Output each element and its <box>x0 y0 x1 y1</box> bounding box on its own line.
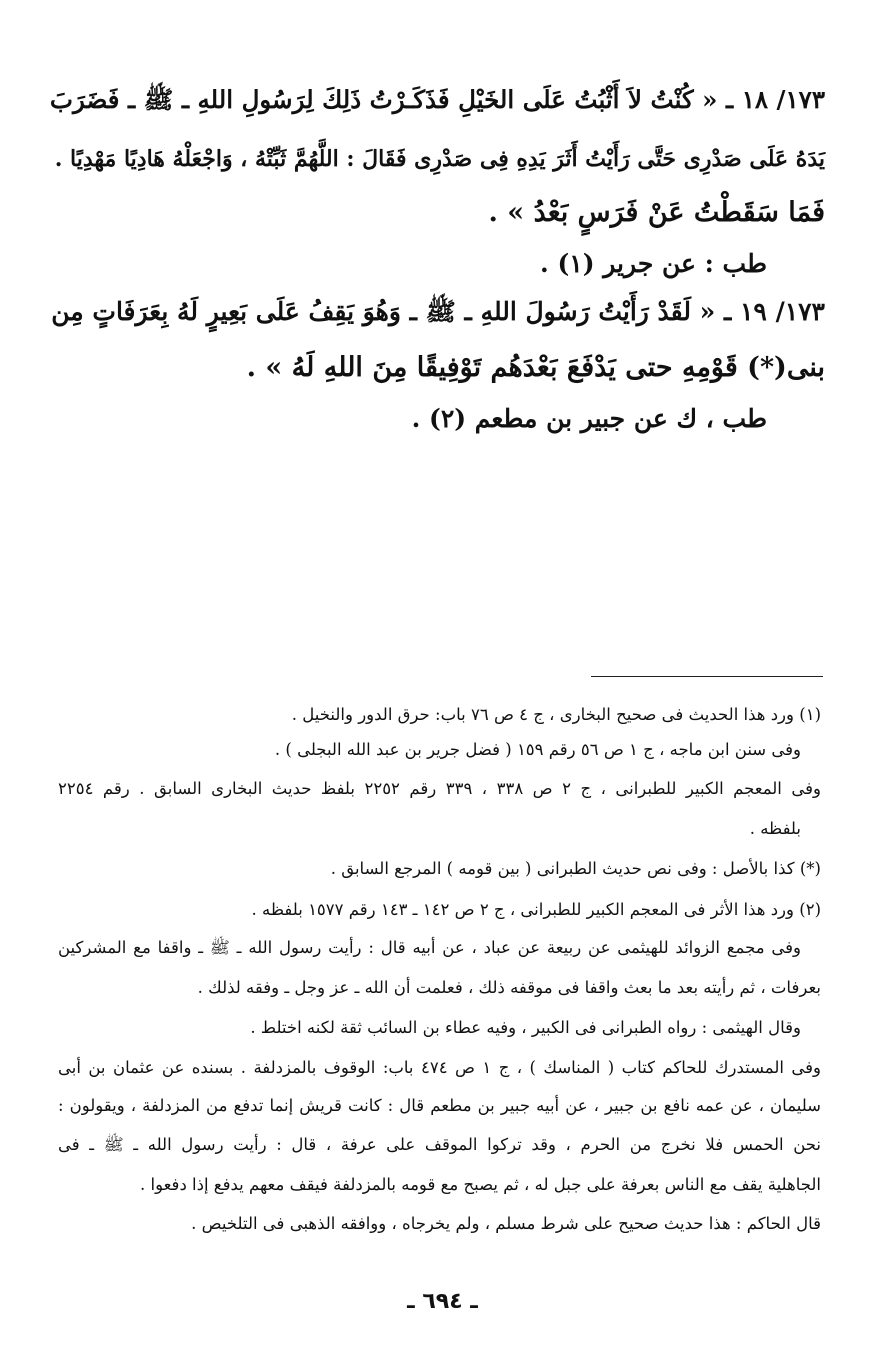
hadith-19-source: طب ، ك عن جبير بن مطعم (٢) . <box>411 404 767 433</box>
footnote-line: بعرفات ، ثم رأيته بعد ما بعث واقفا فى موقفه ذلك ، فعلمت أن الله ـ عز وجل ـ وفقه لذلك . <box>197 978 821 997</box>
footnote-line: وفى سنن ابن ماجه ، ج ١ ص ٥٦ رقم ١٥٩ ( فضل جرير بن عبد الله البجلى ) . <box>274 740 801 759</box>
hadith-18-line-1: ١٧٣/ ١٨ ـ « كُنْتُ لاَ أَثْبُتُ عَلَى الخَيْلِ فَذَكَـرْتُ ذَلِكَ لِرَسُولِ اللهِ ـ ﷺ ـ فَضَرَبَ <box>49 85 825 114</box>
footnote-separator <box>591 676 823 677</box>
hadith-18-source: طب : عن جرير (١) . <box>540 249 767 278</box>
hadith-19-line-1: ١٧٣/ ١٩ ـ « لَقَدْ رَأَيْتُ رَسُولَ اللهِ ـ ﷺ ـ وَهُوَ يَقِفُ عَلَى بَعِيرٍ لَهُ بِعَرَفَاتٍ مِن <box>51 297 825 326</box>
footnote-line: الجاهلية يقف مع الناس بعرفة على جبل له ، ثم يصبح مع قومه بالمزدلفة فيقف معهم يدفع إذا دفعوا . <box>140 1175 821 1194</box>
footnote-line: قال الحاكم : هذا حديث صحيح على شرط مسلم ، ولم يخرجاه ، ووافقه الذهبى فى التلخيص . <box>191 1214 821 1233</box>
footnote-line: نحن الحمس فلا نخرج من الحرم ، وقد تركوا الموقف على عرفة ، قال : رأيت رسول الله ـ ﷺ ـ فى <box>58 1135 821 1154</box>
footnote-line: وفى المستدرك للحاكم كتاب ( المناسك ) ، ج ١ ص ٤٧٤ باب: الوقوف بالمزدلفة . بسنده عن عثمان بن أبى <box>58 1058 821 1077</box>
hadith-18-line-2: يَدَهُ عَلَى صَدْرِى حَتَّى رَأَيْتُ أَثَرَ يَدِهِ فِى صَدْرِى فَقَالَ : اللَّهُمَّ ثَبِّتْهُ ، وَاجْعَلْهُ هَادِيًا مَهْدِيًا . <box>54 146 825 172</box>
footnote-line: (*) كذا بالأصل : وفى نص حديث الطبرانى ( بين قومه ) المرجع السابق . <box>330 859 821 878</box>
hadith-18-line-3: فَمَا سَقَطْتُ عَنْ فَرَسٍ بَعْدُ » . <box>488 197 825 228</box>
footnote-line: (١) ورد هذا الحديث فى صحيح البخارى ، ج ٤ ص ٧٦ باب: حرق الدور والنخيل . <box>291 705 821 724</box>
hadith-19-line-2: بنى(*) قَوْمِهِ حتى يَدْفَعَ بَعْدَهُم تَوْفِيقًا مِنَ اللهِ لَهُ » . <box>246 352 825 383</box>
footnote-line: بلفظه . <box>749 819 801 838</box>
page-number: ـ ٦٩٤ ـ <box>407 1289 478 1314</box>
footnote-line: وقال الهيثمى : رواه الطبرانى فى الكبير ، وفيه عطاء بن السائب ثقة لكنه اختلط . <box>250 1018 801 1037</box>
footnote-line: وفى مجمع الزوائد للهيثمى عن ربيعة عن عباد ، عن أبيه قال : رأيت رسول الله ـ ﷺ ـ واقفا مع المشركين <box>58 938 801 957</box>
footnote-line: وفى المعجم الكبير للطبرانى ، ج ٢ ص ٣٣٨ ، ٣٣٩ رقم ٢٢٥٢ بلفظ حديث البخارى السابق . رقم ٢٢٥٤ <box>58 779 821 798</box>
footnote-line: سليمان ، عن عمه نافع بن جبير ، عن أبيه جبير بن مطعم قال : كانت قريش إنما تدفع من المزدلفة ، ويقولون : <box>58 1096 821 1115</box>
footnote-line: (٢) ورد هذا الأثر فى المعجم الكبير للطبرانى ، ج ٢ ص ١٤٢ ـ ١٤٣ رقم ١٥٧٧ بلفظه . <box>251 900 821 919</box>
